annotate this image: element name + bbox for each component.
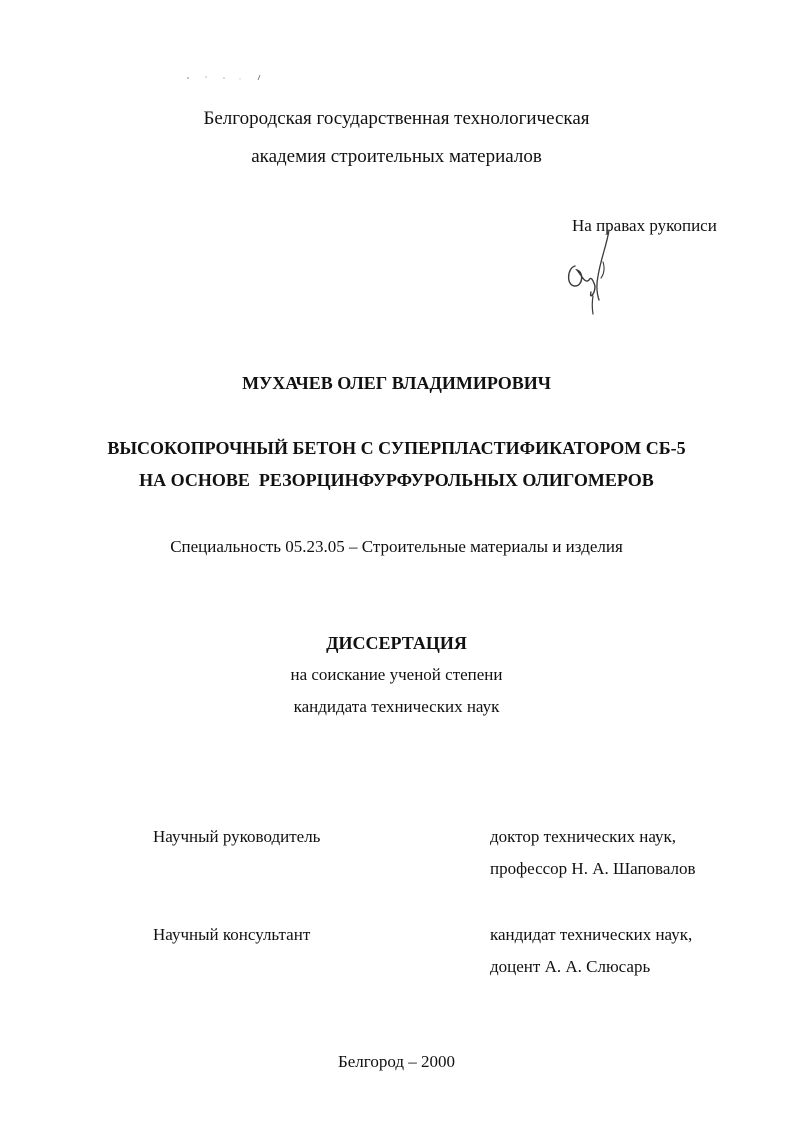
degree-line-1: на соискание ученой степени [290, 665, 503, 684]
supervisor-role: Научный руководитель [153, 827, 321, 846]
consultant-name: доцент А. А. Слюсарь [490, 957, 651, 976]
consultant-degree: кандидат технических наук, [490, 925, 693, 944]
handwritten-signature [563, 228, 623, 320]
author-name: МУХАЧЕВ ОЛЕГ ВЛАДИМИРОВИЧ [242, 373, 551, 393]
consultant-role: Научный консультант [153, 925, 311, 944]
city-year: Белгород – 2000 [338, 1052, 455, 1071]
supervisor-degree: доктор технических наук, [490, 827, 677, 846]
thesis-title-line-1: ВЫСОКОПРОЧНЫЙ БЕТОН С СУПЕРПЛАСТИФИКАТОРОМ СБ-5 [107, 438, 686, 458]
degree-line-2: кандидата технических наук [293, 697, 500, 716]
institution-line-1: Белгородская государственная технологическая [203, 108, 590, 129]
specialty-line: Специальность 05.23.05 – Строительные материалы и изделия [170, 537, 623, 556]
rights-note: На правах рукописи [572, 216, 717, 235]
thesis-title-line-2: НА ОСНОВЕ РЕЗОРЦИНФУРФУРОЛЬНЫХ ОЛИГОМЕРОВ [139, 470, 654, 490]
scan-specks [180, 70, 270, 84]
document-type-label: ДИССЕРТАЦИЯ [326, 633, 467, 653]
institution-line-2: академия строительных материалов [251, 146, 542, 167]
supervisor-name: профессор Н. А. Шаповалов [490, 859, 696, 878]
